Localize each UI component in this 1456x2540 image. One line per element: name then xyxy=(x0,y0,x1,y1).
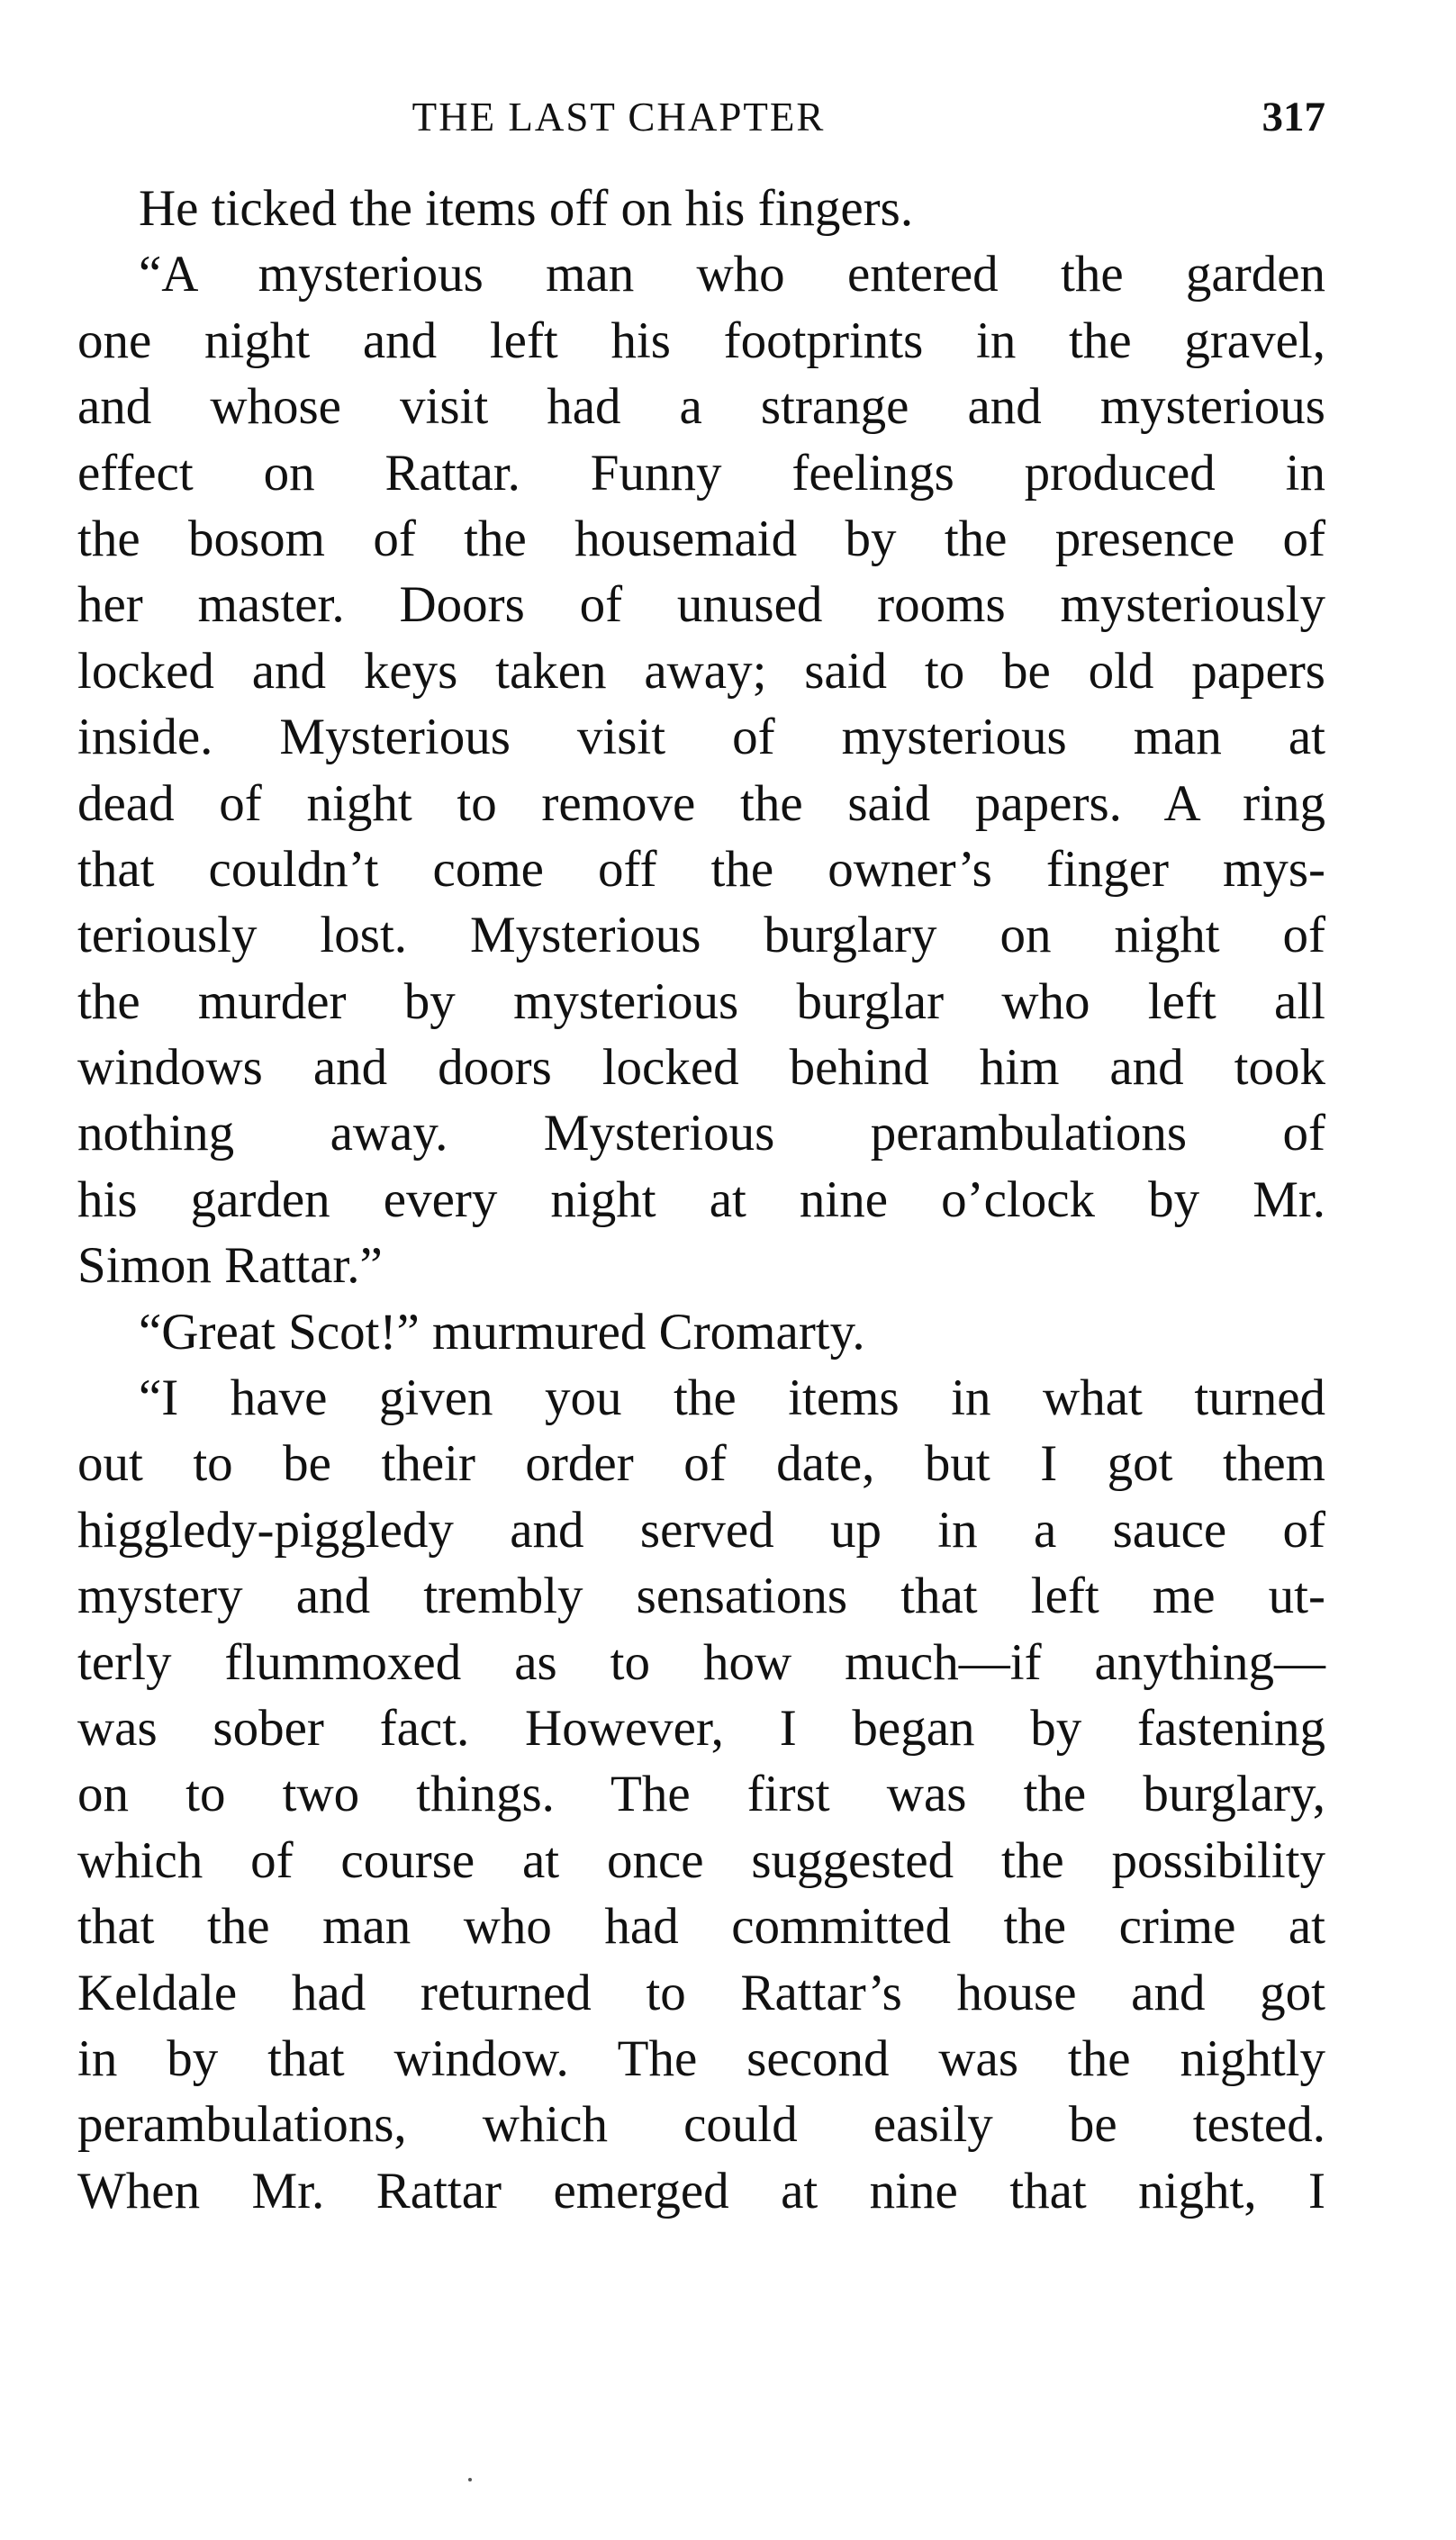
text-line: higgledy-piggledy and served up in a sauce of xyxy=(77,1501,1325,1559)
body-text xyxy=(77,176,1325,2224)
running-head xyxy=(77,90,1325,144)
text-line: mystery and trembly sensations that left me ut- xyxy=(77,1568,1325,1625)
text-line: windows and doors locked behind him and took xyxy=(77,1039,1325,1097)
text-line: her master. Doors of unused rooms mysteriously xyxy=(77,576,1325,634)
chapter-title: THE LAST CHAPTER xyxy=(411,95,826,140)
text-line: nothing away. Mysterious perambulations of xyxy=(77,1105,1325,1162)
text-line: teriously lost. Mysterious burglary on night of xyxy=(77,907,1325,964)
text-line: “I have given you the items in what turned xyxy=(139,1369,1325,1427)
text-line: He ticked the items off on his fingers. xyxy=(139,180,914,237)
text-line: When Mr. Rattar emerged at nine that night, I xyxy=(77,2162,1325,2219)
text-line: and whose visit had a strange and mysterious xyxy=(77,378,1325,436)
text-line: was sober fact. However, I began by fastening xyxy=(77,1699,1325,1757)
text-line: in by that window. The second was the nightly xyxy=(77,2029,1325,2087)
text-line: inside. Mysterious visit of mysterious man at xyxy=(77,709,1325,766)
text-line: on to two things. The first was the burglary, xyxy=(77,1766,1325,1823)
text-line: terly flummoxed as to how much—if anything— xyxy=(77,1633,1325,1691)
text-line: one night and left his footprints in the gravel, xyxy=(77,312,1325,369)
text-line: Simon Rattar.” xyxy=(77,1237,383,1295)
text-line: out to be their order of date, but I got them xyxy=(77,1435,1325,1493)
text-line: “Great Scot!” murmured Cromarty. xyxy=(139,1303,865,1360)
text-line: that couldn’t come off the owner’s finger mys- xyxy=(77,840,1325,898)
text-line: “A mysterious man who entered the garden xyxy=(139,246,1325,303)
text-line: the bosom of the housemaid by the presence of xyxy=(77,510,1325,567)
text-line: perambulations, which could easily be tested. xyxy=(77,2096,1325,2154)
text-line: locked and keys taken away; said to be old papers xyxy=(77,642,1325,700)
text-line: effect on Rattar. Funny feelings produced in xyxy=(77,444,1325,502)
text-line: the murder by mysterious burglar who left all xyxy=(77,972,1325,1030)
text-line: that the man who had committed the crime at xyxy=(77,1898,1325,1956)
text-line: his garden every night at nine o’clock by Mr. xyxy=(77,1171,1325,1228)
text-line: dead of night to remove the said papers. A ring xyxy=(77,774,1325,832)
text-line: which of course at once suggested the possibility xyxy=(77,1831,1325,1889)
ink-speck xyxy=(468,2478,472,2481)
text-line: Keldale had returned to Rattar’s house and got xyxy=(77,1964,1325,2021)
page-number: 317 xyxy=(1262,94,1325,140)
